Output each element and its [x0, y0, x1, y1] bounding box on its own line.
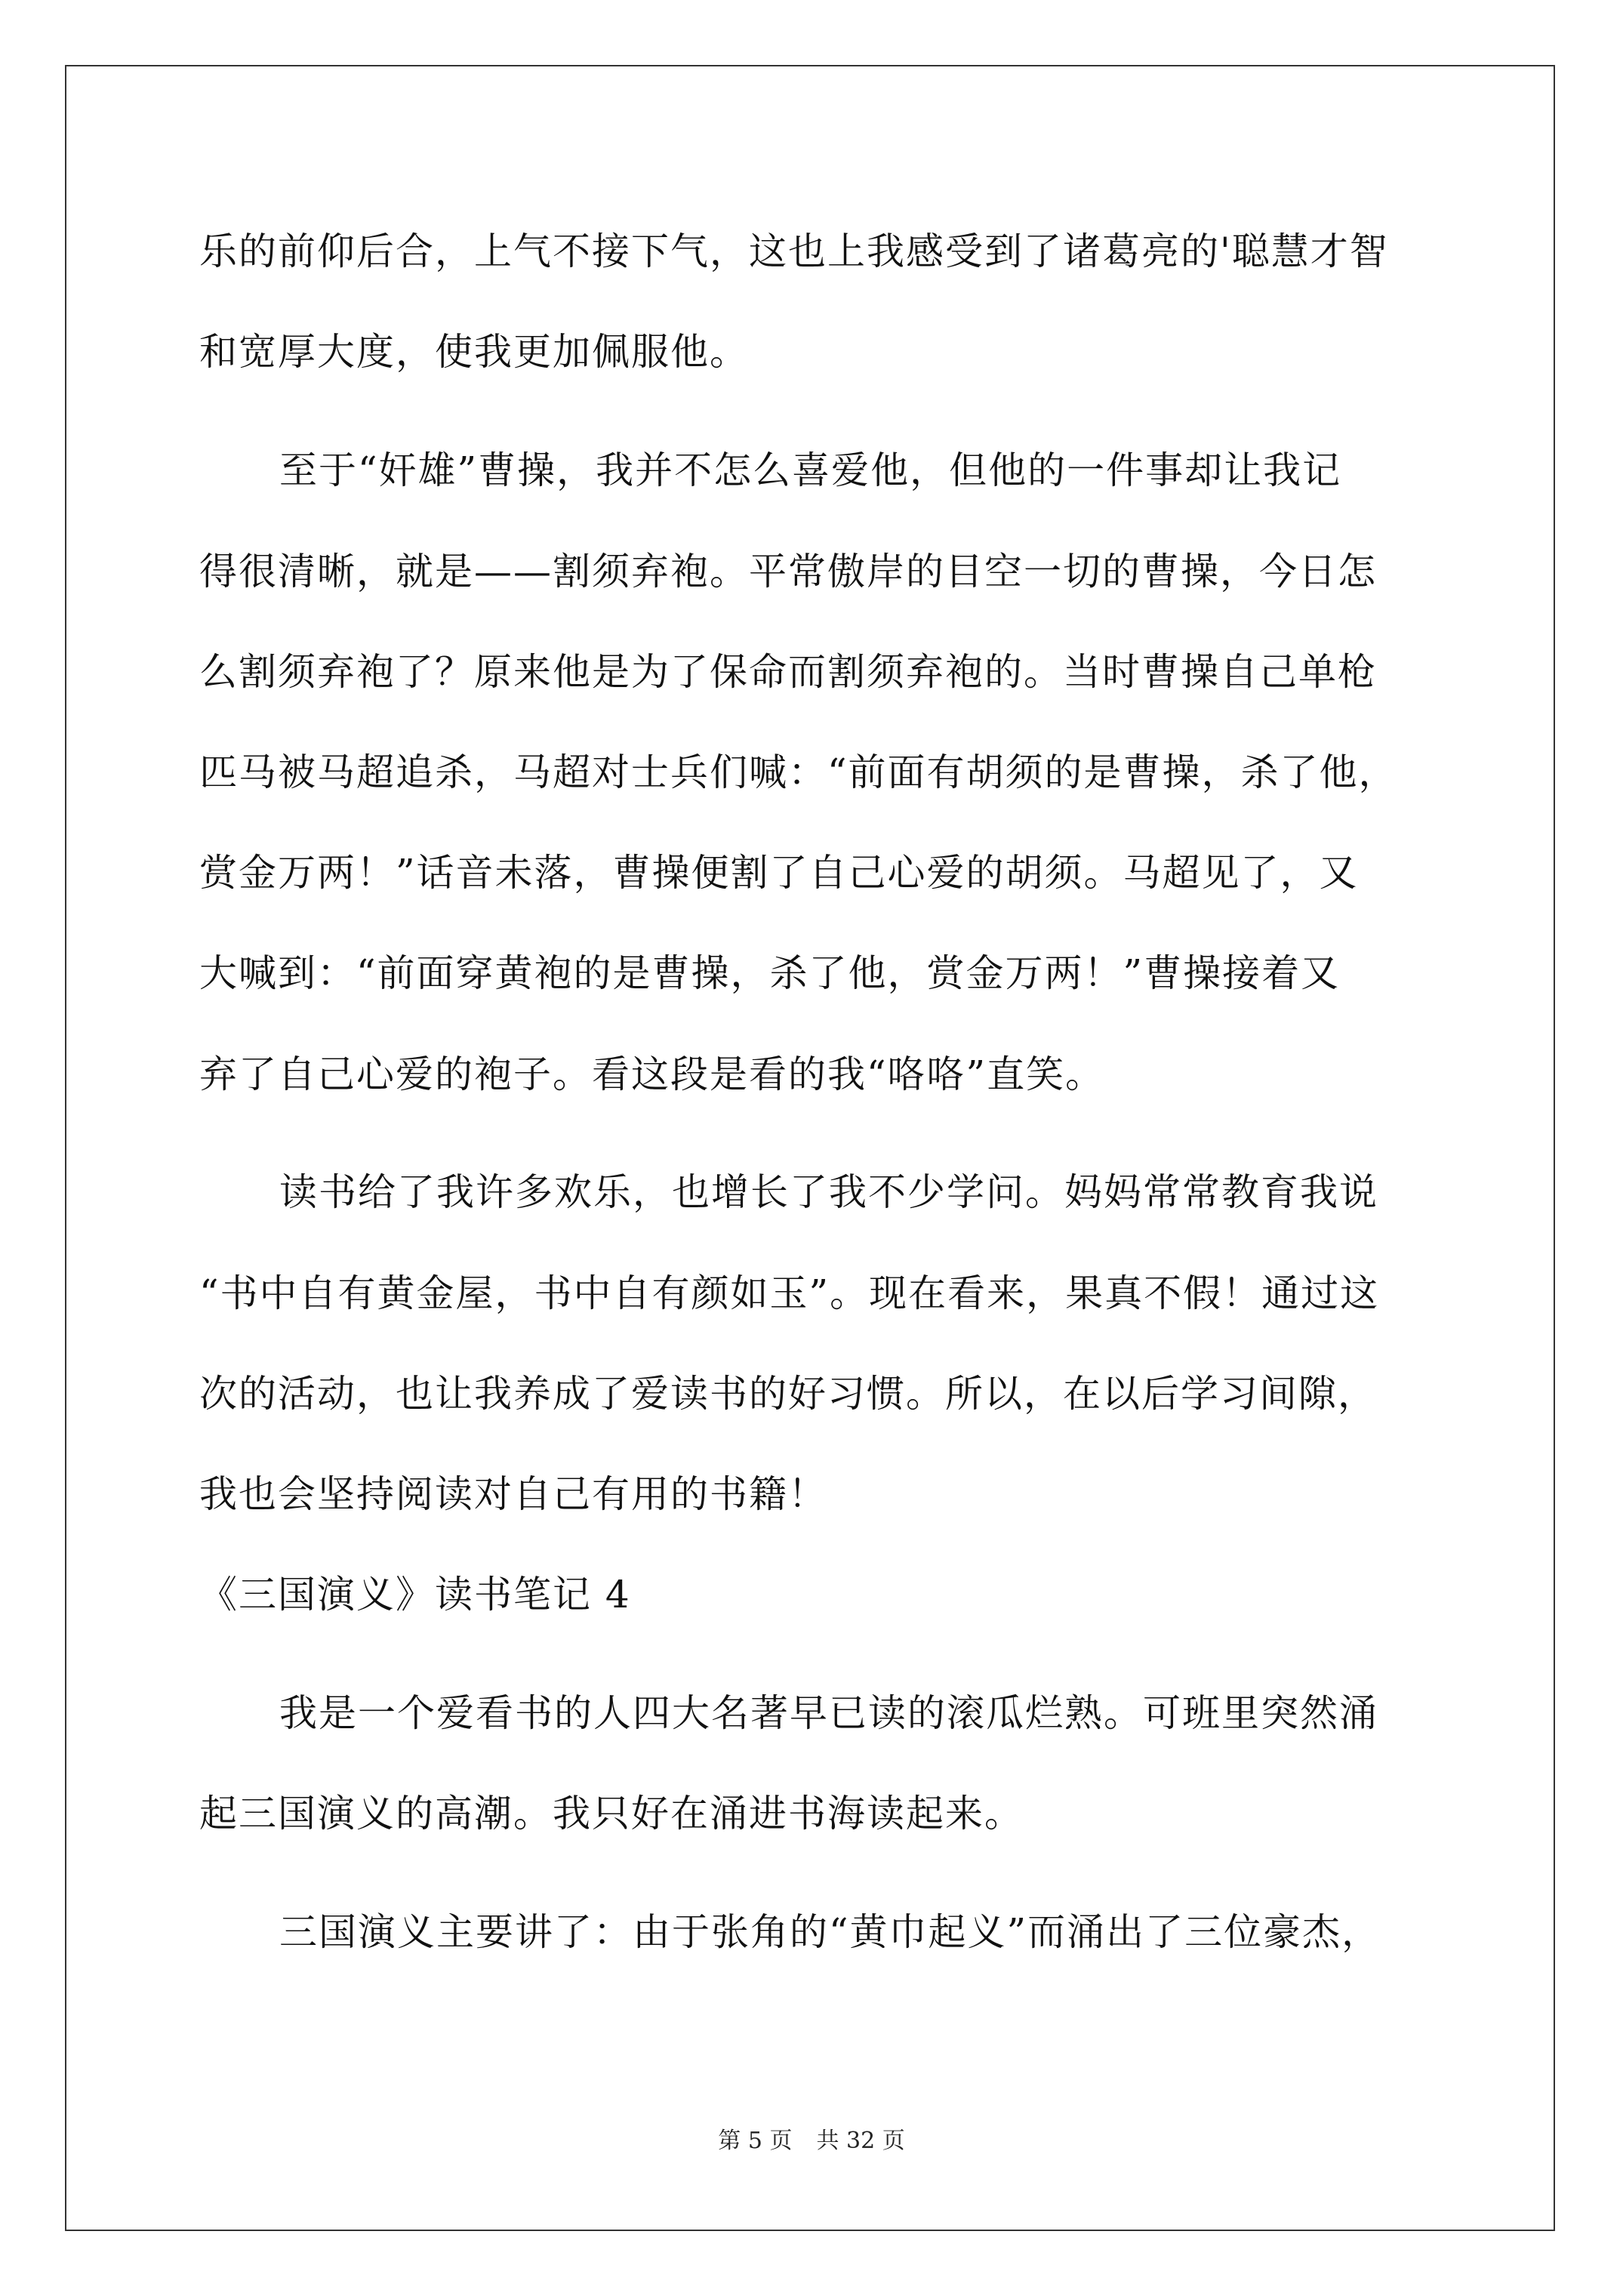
page-total: 共 32 页 [816, 2128, 905, 2154]
page-number: 第 5 页 [718, 2128, 793, 2154]
text-line: 得很清晰，就是——割须弃袍。平常傲岸的目空一切的曹操，今日怎 [199, 550, 1377, 593]
text-line: 赏金万两！”话音未落，曹操便割了自己心爱的胡须。马超见了，又 [199, 851, 1359, 895]
text-line: 么割须弃袍了？原来他是为了保命而割须弃袍的。当时曹操自己单枪 [199, 650, 1377, 694]
paragraph-first-line: 三国演义主要讲了：由于张角的“黄巾起义”而涌出了三位豪杰， [279, 1910, 1381, 1954]
text-line: 匹马被马超追杀，马超对士兵们喊：“前面有胡须的是曹操，杀了他， [199, 750, 1398, 794]
text-line: 次的活动，也让我养成了爱读书的好习惯。所以，在以后学习间隙， [199, 1372, 1377, 1416]
text-line: 乐的前仰后合，上气不接下气，这也上我感受到了诸葛亮的'聪慧才智 [199, 230, 1389, 273]
section-heading: 《三国演义》读书笔记 4 [199, 1573, 631, 1616]
text-line: “书中自有黄金屋，书中自有颜如玉”。现在看来，果真不假！通过这 [199, 1271, 1380, 1315]
text-line: 我也会坚持阅读对自己有用的书籍！ [199, 1472, 827, 1516]
page-frame [65, 65, 1555, 2231]
text-line: 弃了自己心爱的袍子。看这段是看的我“咯咯”直笑。 [199, 1052, 1105, 1096]
paragraph-first-line: 至于“奸雄”曹操，我并不怎么喜爱他，但他的一件事却让我记 [279, 448, 1342, 492]
text-line: 起三国演义的高潮。我只好在涌进书海读起来。 [199, 1792, 1024, 1835]
text-line: 大喊到：“前面穿黄袍的是曹操，杀了他，赏金万两！”曹操接着又 [199, 951, 1341, 995]
text-line: 和宽厚大度，使我更加佩服他。 [199, 330, 749, 374]
paragraph-first-line: 我是一个爱看书的人四大名著早已读的滚瓜烂熟。可班里突然涌 [279, 1691, 1378, 1735]
paragraph-first-line: 读书给了我许多欢乐，也增长了我不少学问。妈妈常常教育我说 [279, 1170, 1378, 1214]
page-footer [0, 2128, 1623, 2155]
